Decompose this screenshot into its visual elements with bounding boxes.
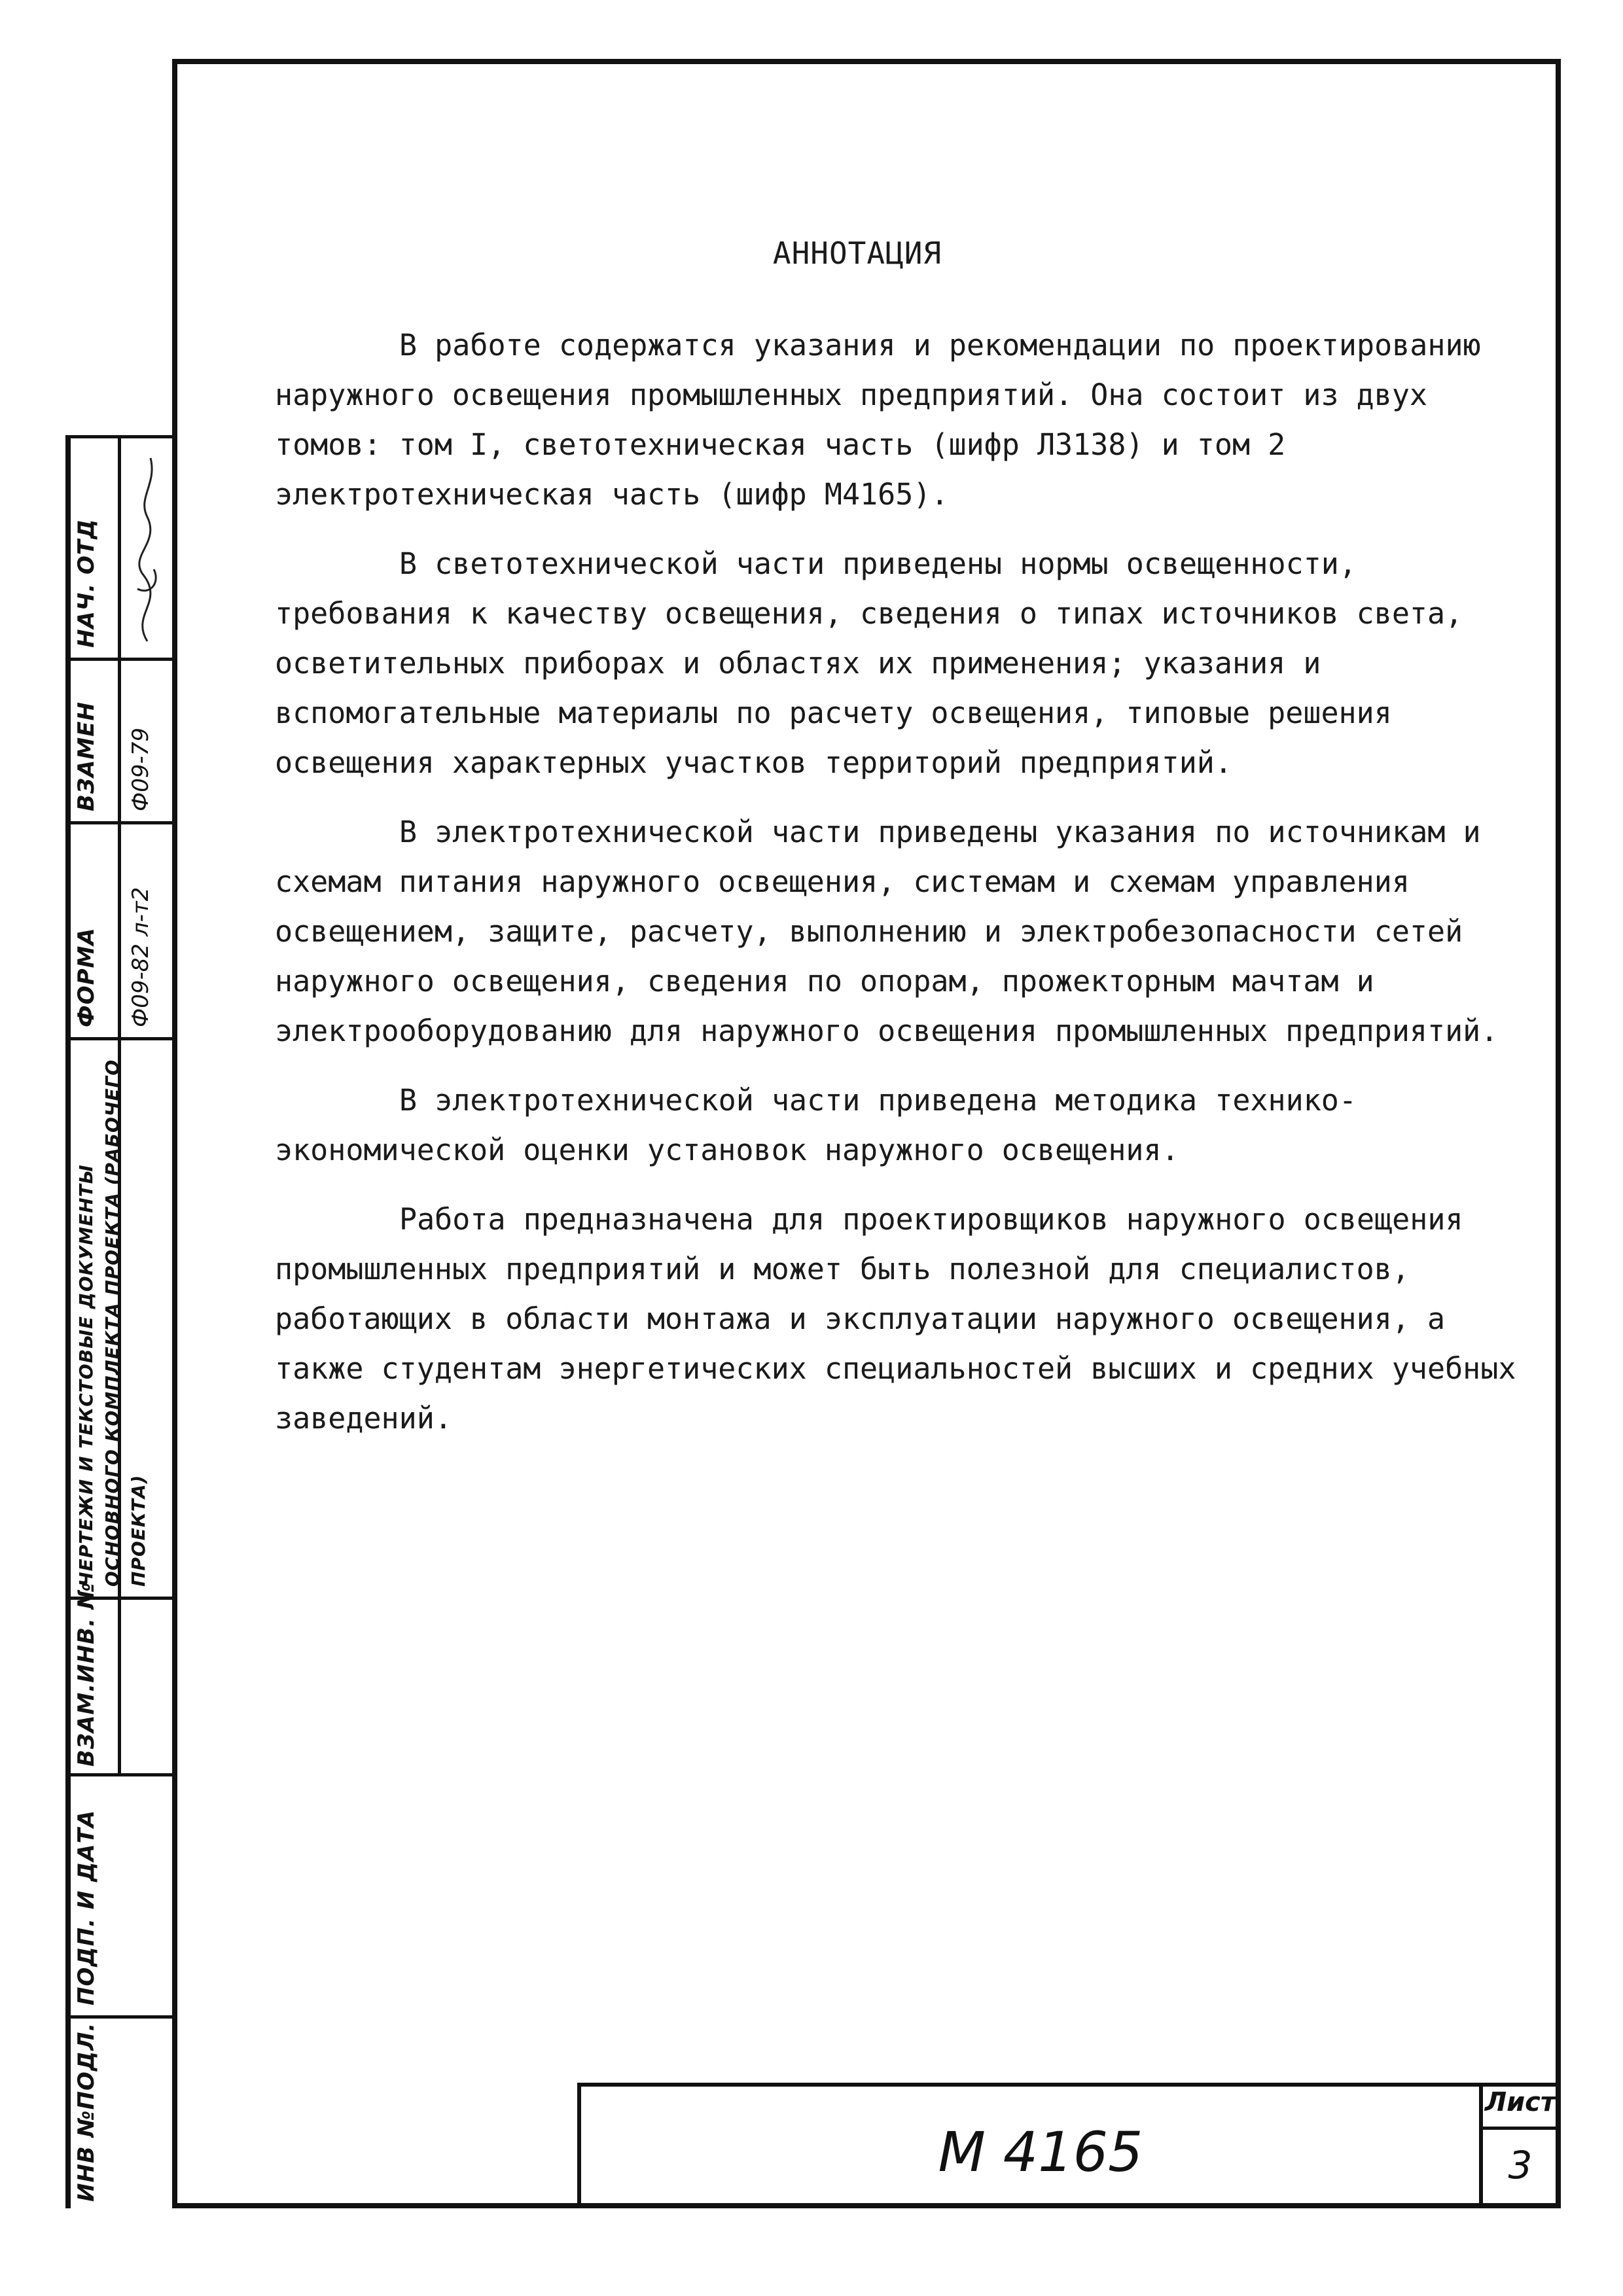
paragraph: Работа предназначена для проектировщиков наружного освещения промышленных предприятий и может быть полезной для специалистов, работающих в области монтажа и эксплуатации наружного освещения, а также студентам энергетических специальностей высших и средних учебных заведений. — [275, 1202, 1516, 1436]
signature — [124, 445, 170, 648]
annotation-body — [275, 321, 1518, 1463]
stamp-value-forma: Ф09-82 л-т2 — [128, 887, 154, 1027]
side-stamp-row-separator — [65, 821, 172, 824]
stamp-label-chertezhi: ЧЕРТЕЖИ И ТЕКСТОВЫЕ ДОКУМЕНТЫ ОСНОВНОГО КОМПЛЕКТА ПРОЕКТА (РАБОЧЕГО ПРОЕКТА) — [75, 1059, 149, 1587]
side-stamp-row-separator — [65, 1773, 172, 1776]
stamp-label-inv-podl: ИНВ №ПОДЛ. — [73, 2022, 99, 2202]
side-stamp-row-separator — [65, 2015, 172, 2019]
side-stamp-row-separator — [65, 1037, 172, 1040]
side-stamp-row-separator — [65, 658, 172, 661]
stamp-label-vzam-inv: ВЗАМ.ИНВ. № — [73, 1581, 99, 1767]
side-stamp-row-separator — [65, 435, 172, 438]
stamp-label-vzamen: ВЗАМЕН — [73, 701, 99, 811]
stamp-chertezhi-cell — [73, 1047, 171, 1590]
document-code: М 4165 — [938, 2120, 1143, 2184]
paragraph: В светотехнической части приведены нормы освещенности, требования к качеству освещения, сведения о типах источников света, осветительных приборах и областях их применения; указания и вспомогательные материалы по расчету освещения, типовые решения освещения характерных участков территорий предприятий. — [275, 546, 1463, 780]
document-title: АННОТАЦИЯ — [772, 236, 942, 271]
paragraph: В электротехнической части приведена методика технико-экономической оценки установок наружного освещения. — [275, 1083, 1357, 1167]
stamp-value-vzamen: Ф09-79 — [128, 727, 154, 811]
stamp-label-forma: ФОРМА — [73, 927, 99, 1027]
paragraph: В электротехнической части приведены указания по источникам и схемам питания наружного освещения, системам и схемам управления освещением, защите, расчету, выполнению и электробезопасности сетей наружного освещения, сведения по опорам, прожекторным мачтам и электрооборудованию для наружного освещения промышленных предприятий. — [275, 815, 1499, 1048]
sheet-column-separator — [1479, 2127, 1561, 2130]
stamp-label-podp-data: ПОДП. И ДАТА — [73, 1809, 99, 2005]
paragraph: В работе содержатся указания и рекомендации по проектированию наружного освещения промышленных предприятий. Она состоит из двух томов: том I, светотехническая часть (шифр Л3138) и том 2 электротехническая часть (шифр М4165). — [275, 328, 1481, 512]
sheet-number: 3 — [1508, 2143, 1533, 2187]
sheet-label: Лист — [1484, 2087, 1556, 2117]
stamp-label-nach-otd: НАЧ. ОТД — [73, 518, 99, 648]
